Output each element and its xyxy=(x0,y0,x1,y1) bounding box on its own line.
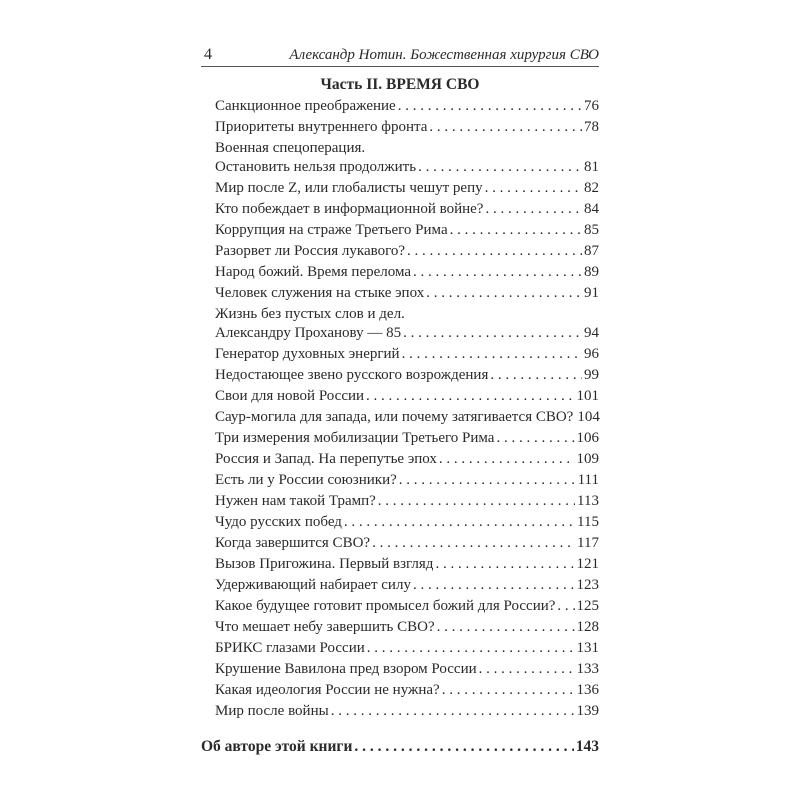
entry-page: 123 xyxy=(576,577,599,593)
dot-leader xyxy=(331,702,575,721)
entry-title: Недостающее звено русского возрождения xyxy=(215,367,489,383)
dot-leader xyxy=(402,345,582,364)
entry-page: 109 xyxy=(576,451,599,467)
dot-leader xyxy=(407,242,582,261)
entry-title: Александру Проханову — 85 xyxy=(215,325,402,341)
entry-title: Три измерения мобилизации Третьего Рима xyxy=(215,430,495,446)
dot-leader xyxy=(435,555,574,574)
toc-entry[interactable] xyxy=(215,284,599,303)
entry-page: 131 xyxy=(576,640,599,656)
entry-page: 76 xyxy=(584,98,599,114)
toc-entry[interactable] xyxy=(215,345,599,364)
dot-leader xyxy=(496,429,574,448)
entry-title-line1: Военная спецоперация. xyxy=(215,140,366,156)
dot-leader xyxy=(366,387,574,406)
running-title: Александр Нотин. Божественная хирургия СВО xyxy=(289,47,599,63)
entry-page: 78 xyxy=(584,119,599,135)
entry-page: 82 xyxy=(584,180,599,196)
entry-page: 94 xyxy=(584,325,599,341)
entry-title: Народ божий. Время перелома xyxy=(215,264,412,280)
dot-leader xyxy=(437,618,575,637)
entry-page: 136 xyxy=(576,682,599,698)
entry-page: 111 xyxy=(577,472,599,488)
toc-entry-about-author[interactable] xyxy=(201,737,599,756)
entry-page: 139 xyxy=(576,703,599,719)
toc-entry[interactable] xyxy=(215,118,599,137)
entry-page: 106 xyxy=(576,430,599,446)
entry-title: Какая идеология России не нужна? xyxy=(215,682,440,698)
dot-leader xyxy=(398,97,582,116)
dot-leader xyxy=(354,737,573,756)
toc-entry[interactable] xyxy=(215,639,599,658)
entry-title: Разорвет ли Россия лукавого? xyxy=(215,243,406,259)
entry-title: Когда завершится СВО? xyxy=(215,535,371,551)
toc-entry[interactable] xyxy=(215,97,599,116)
entry-page: 101 xyxy=(576,388,599,404)
toc-entry[interactable] xyxy=(215,139,599,177)
toc-entry[interactable] xyxy=(215,681,599,700)
dot-leader xyxy=(413,263,582,282)
toc-entry[interactable] xyxy=(215,471,599,490)
entry-title: Россия и Запад. На перепутье эпох xyxy=(215,451,437,467)
toc-entry[interactable] xyxy=(215,387,599,406)
toc-entry[interactable] xyxy=(215,513,599,532)
dot-leader xyxy=(485,179,582,198)
entry-title: Кто побеждает в информационной войне? xyxy=(215,201,484,217)
entry-page: 87 xyxy=(584,243,599,259)
dot-leader xyxy=(450,221,582,240)
toc-entry[interactable] xyxy=(215,660,599,679)
part-title: Часть II. ВРЕМЯ СВО xyxy=(320,76,480,93)
toc-entry[interactable] xyxy=(215,702,599,721)
entry-title: Генератор духовных энергий xyxy=(215,346,400,362)
toc-entry[interactable] xyxy=(215,576,599,595)
entry-title: Мир после Z, или глобалисты чешут репу xyxy=(215,180,483,196)
dot-leader xyxy=(442,681,575,700)
entry-title: Санкционное преображение xyxy=(215,98,396,114)
toc-entry[interactable] xyxy=(215,179,599,198)
entry-title: Крушение Вавилона пред взором России xyxy=(215,661,477,677)
dot-leader xyxy=(367,639,575,658)
entry-page: 115 xyxy=(577,514,599,530)
entry-page: 81 xyxy=(584,159,599,175)
entry-title-line1: Жизнь без пустых слов и дел. xyxy=(215,306,405,322)
dot-leader xyxy=(399,471,576,490)
entry-page: 104 xyxy=(577,409,600,425)
dot-leader xyxy=(479,660,575,679)
entry-title: Нужен нам такой Трамп? xyxy=(215,493,376,509)
dot-leader xyxy=(439,450,575,469)
dot-leader xyxy=(557,597,574,616)
dot-leader xyxy=(344,513,575,532)
dot-leader xyxy=(490,366,582,385)
entry-title: Коррупция на страже Третьего Рима xyxy=(215,222,448,238)
entry-title: Удерживающий набирает силу xyxy=(215,577,411,593)
dot-leader xyxy=(418,158,582,177)
entry-title: Об авторе этой книги xyxy=(201,738,353,755)
toc-entry[interactable] xyxy=(215,492,599,511)
dot-leader xyxy=(378,492,575,511)
entry-title: Мир после войны xyxy=(215,703,329,719)
toc-entry[interactable] xyxy=(215,597,599,616)
entry-page: 125 xyxy=(576,598,599,614)
running-header xyxy=(201,48,599,67)
entry-title: Приоритеты внутреннего фронта xyxy=(215,119,428,135)
entry-page: 91 xyxy=(584,285,599,301)
entry-page: 143 xyxy=(575,738,599,755)
toc-entry[interactable] xyxy=(215,618,599,637)
entry-page: 84 xyxy=(584,201,599,217)
entry-title: Вызов Пригожина. Первый взгляд xyxy=(215,556,434,572)
toc-entry[interactable] xyxy=(215,429,599,448)
table-of-contents xyxy=(215,97,599,723)
toc-entry[interactable] xyxy=(215,450,599,469)
dot-leader xyxy=(372,534,575,553)
entry-page: 117 xyxy=(577,535,599,551)
page-number: 4 xyxy=(204,46,212,63)
toc-entry[interactable] xyxy=(215,221,599,240)
dot-leader xyxy=(426,284,582,303)
entry-title: Остановить нельзя продолжить xyxy=(215,159,417,175)
toc-entry[interactable] xyxy=(215,408,599,427)
toc-entry[interactable] xyxy=(215,200,599,219)
entry-title: Свои для новой России xyxy=(215,388,365,404)
entry-title: Чудо русских побед xyxy=(215,514,342,530)
entry-page: 133 xyxy=(576,661,599,677)
entry-title: Саур-могила для запада, или почему затягивается СВО? xyxy=(215,409,574,425)
entry-page: 99 xyxy=(584,367,599,383)
dot-leader xyxy=(485,200,582,219)
entry-title: Что мешает небу завершить СВО? xyxy=(215,619,435,635)
entry-page: 85 xyxy=(584,222,599,238)
dot-leader xyxy=(429,118,582,137)
dot-leader xyxy=(413,576,575,595)
toc-entry[interactable] xyxy=(215,534,599,553)
dot-leader xyxy=(403,324,582,343)
entry-title: Какое будущее готовит промысел божий для России? xyxy=(215,598,556,614)
entry-page: 128 xyxy=(576,619,599,635)
entry-title: Человек служения на стыке эпох xyxy=(215,285,425,301)
toc-entry[interactable] xyxy=(215,305,599,343)
entry-title: Есть ли у России союзники? xyxy=(215,472,397,488)
toc-entry[interactable] xyxy=(215,263,599,282)
toc-entry[interactable] xyxy=(215,366,599,385)
entry-page: 121 xyxy=(576,556,599,572)
toc-entry[interactable] xyxy=(215,242,599,261)
entry-page: 113 xyxy=(577,493,599,509)
toc-entry[interactable] xyxy=(215,555,599,574)
entry-page: 96 xyxy=(584,346,599,362)
entry-title: БРИКС глазами России xyxy=(215,640,365,656)
entry-page: 89 xyxy=(584,264,599,280)
